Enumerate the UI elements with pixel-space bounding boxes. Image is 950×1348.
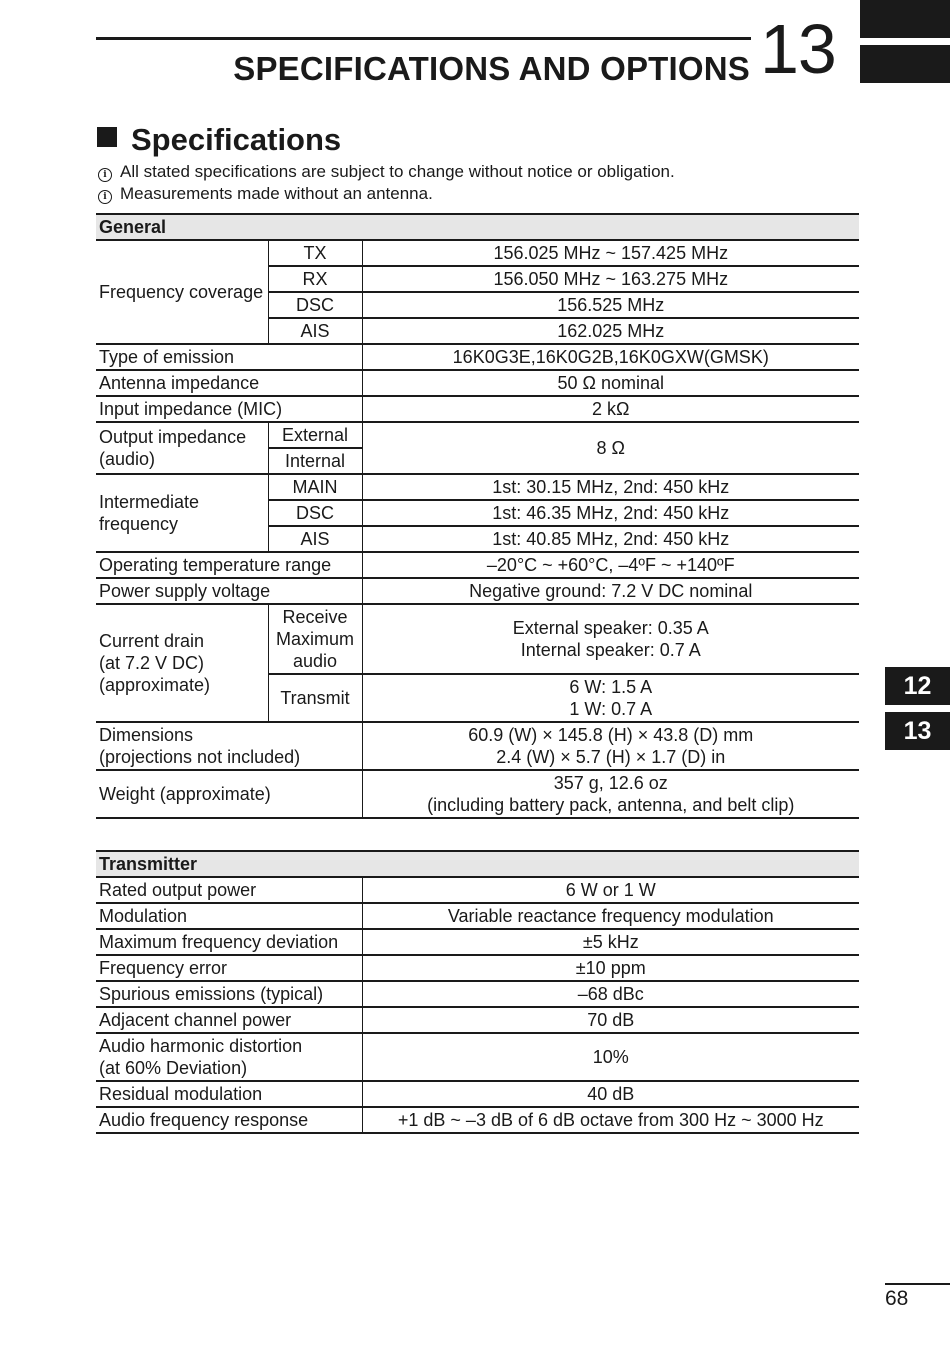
row-value: 8 Ω bbox=[362, 422, 859, 474]
row-value: 6 W: 1.5 A 1 W: 0.7 A bbox=[362, 674, 859, 722]
info-icon: i bbox=[98, 190, 112, 204]
page-number: 68 bbox=[885, 1287, 909, 1310]
row-value: –68 dBc bbox=[362, 981, 859, 1007]
note-2: i Measurements made without an antenna. bbox=[98, 184, 433, 204]
row-label: Audio harmonic distortion (at 60% Deviation) bbox=[96, 1033, 362, 1081]
row-label: Audio frequency response bbox=[96, 1107, 362, 1133]
row-label: Type of emission bbox=[96, 344, 362, 370]
row-value: 40 dB bbox=[362, 1081, 859, 1107]
row-label: Dimensions (projections not included) bbox=[96, 722, 362, 770]
row-label: Intermediate frequency bbox=[96, 474, 268, 552]
transmitter-spec-table bbox=[96, 850, 859, 1134]
row-label: Input impedance (MIC) bbox=[96, 396, 362, 422]
row-label: Frequency error bbox=[96, 955, 362, 981]
row-sub: RX bbox=[268, 266, 362, 292]
row-value: 16K0G3E,16K0G2B,16K0GXW(GMSK) bbox=[362, 344, 859, 370]
table-caption: General bbox=[96, 214, 859, 240]
row-value: 156.050 MHz ~ 163.275 MHz bbox=[362, 266, 859, 292]
row-sub: DSC bbox=[268, 500, 362, 526]
row-value: 1st: 40.85 MHz, 2nd: 450 kHz bbox=[362, 526, 859, 552]
row-sub: Internal bbox=[268, 448, 362, 474]
corner-bar-bottom bbox=[860, 45, 950, 83]
row-value: ±5 kHz bbox=[362, 929, 859, 955]
row-value: 60.9 (W) × 145.8 (H) × 43.8 (D) mm 2.4 (W) × 5.7 (H) × 1.7 (D) in bbox=[362, 722, 859, 770]
row-sub: Transmit bbox=[268, 674, 362, 722]
note-1: i All stated specifications are subject to change without notice or obligation. bbox=[98, 162, 675, 182]
row-value: Negative ground: 7.2 V DC nominal bbox=[362, 578, 859, 604]
row-label: Output impedance (audio) bbox=[96, 422, 268, 474]
row-value: 162.025 MHz bbox=[362, 318, 859, 344]
row-value: 156.025 MHz ~ 157.425 MHz bbox=[362, 240, 859, 266]
row-label: Spurious emissions (typical) bbox=[96, 981, 362, 1007]
row-value: –20°C ~ +60°C, –4ºF ~ +140ºF bbox=[362, 552, 859, 578]
row-label: Antenna impedance bbox=[96, 370, 362, 396]
row-sub: AIS bbox=[268, 318, 362, 344]
row-value: 1st: 30.15 MHz, 2nd: 450 kHz bbox=[362, 474, 859, 500]
row-sub: TX bbox=[268, 240, 362, 266]
chapter-title: SPECIFICATIONS AND OPTIONS bbox=[233, 50, 750, 87]
square-bullet-icon bbox=[97, 127, 117, 147]
section-title bbox=[97, 122, 341, 158]
row-sub: MAIN bbox=[268, 474, 362, 500]
row-label: Frequency coverage bbox=[96, 240, 268, 344]
chapter-tab-12[interactable]: 12 bbox=[885, 667, 950, 705]
row-label: Rated output power bbox=[96, 877, 362, 903]
table-caption: Transmitter bbox=[96, 851, 859, 877]
row-value: 70 dB bbox=[362, 1007, 859, 1033]
section-title-text: Specifications bbox=[131, 122, 342, 157]
row-value: +1 dB ~ –3 dB of 6 dB octave from 300 Hz ~ 3000 Hz bbox=[362, 1107, 859, 1133]
row-value: 10% bbox=[362, 1033, 859, 1081]
row-label: Residual modulation bbox=[96, 1081, 362, 1107]
corner-bar-top bbox=[860, 0, 950, 38]
row-sub: DSC bbox=[268, 292, 362, 318]
row-value: External speaker: 0.35 A Internal speaker: 0.7 A bbox=[362, 604, 859, 674]
info-icon: i bbox=[98, 168, 112, 182]
row-value: 6 W or 1 W bbox=[362, 877, 859, 903]
row-label: Weight (approximate) bbox=[96, 770, 362, 818]
row-label: Maximum frequency deviation bbox=[96, 929, 362, 955]
row-label: Operating temperature range bbox=[96, 552, 362, 578]
row-value: ±10 ppm bbox=[362, 955, 859, 981]
general-spec-table bbox=[96, 213, 859, 819]
row-value: 2 kΩ bbox=[362, 396, 859, 422]
row-sub: External bbox=[268, 422, 362, 448]
row-value: 50 Ω nominal bbox=[362, 370, 859, 396]
page-number-rule bbox=[885, 1283, 950, 1285]
row-label: Power supply voltage bbox=[96, 578, 362, 604]
row-value: 357 g, 12.6 oz (including battery pack, antenna, and belt clip) bbox=[362, 770, 859, 818]
chapter-number: 13 bbox=[760, 10, 836, 88]
row-label: Adjacent channel power bbox=[96, 1007, 362, 1033]
header-rule bbox=[96, 37, 751, 40]
row-sub: Receive Maximum audio bbox=[268, 604, 362, 674]
row-sub: AIS bbox=[268, 526, 362, 552]
chapter-tab-13[interactable]: 13 bbox=[885, 712, 950, 750]
row-value: Variable reactance frequency modulation bbox=[362, 903, 859, 929]
row-value: 156.525 MHz bbox=[362, 292, 859, 318]
row-label: Modulation bbox=[96, 903, 362, 929]
row-value: 1st: 46.35 MHz, 2nd: 450 kHz bbox=[362, 500, 859, 526]
row-label: Current drain (at 7.2 V DC) (approximate) bbox=[96, 604, 268, 722]
